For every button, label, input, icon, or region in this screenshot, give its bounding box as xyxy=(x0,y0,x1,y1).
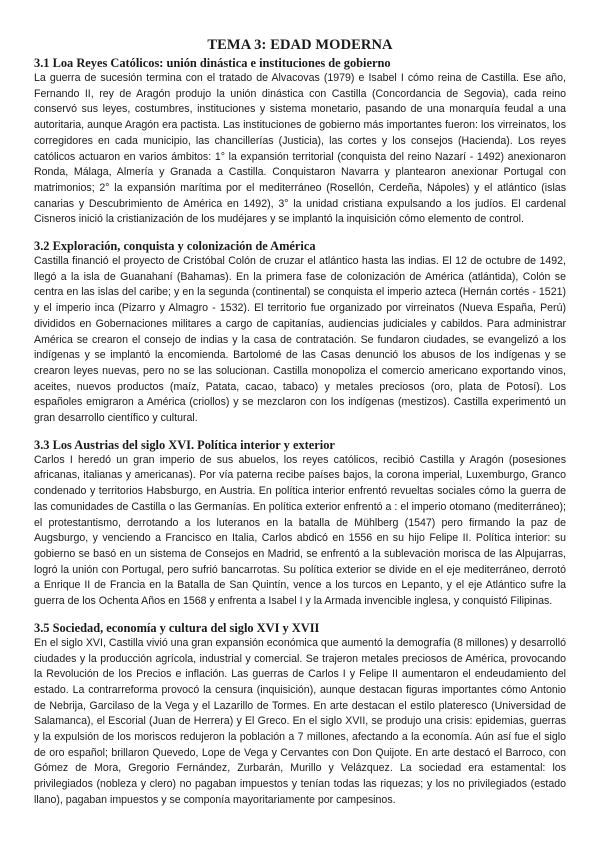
section-paragraph: La guerra de sucesión termina con el tratado de Alvacovas (1979) e Isabel I cómo reina de Castilla. Ese año, Fernando II, rey de Aragón produjo la unión dinástica con Castilla (Concordancia de Segovia), cada reino conservó sus leyes, costumbres, instituciones y sistema monetario, pasando de una monarquía feudal a una autoritaria, aunque Aragón era pactista. Las instituciones de gobierno más importantes fueron: los virreinatos, los corregidores en cada municipio, las chancillerías (Justicia), las cortes y los consejos (Hacienda). Los reyes católicos actuaron en varios ámbitos: 1° la expansión territorial (conquista del reino Nazarí - 1492) anexionaron Ronda, Málaga, Almería y Granada a Castilla. Conquistaron Navarra y plantearon anexionar Portugal con matrimonios; 2° la expansión marítima por el mediterráneo (Rosellón, Cerdeña, Nápoles) y el atlántico (islas canarias y Descubrimiento de América en 1492), 3° la unidad cristiana expulsando a los judíos. El cardenal Cisneros inició la cristianización de los mudéjares y se implantó la inquisición cómo elemento de control. xyxy=(34,72,566,226)
document-title: TEMA 3: EDAD MODERNA xyxy=(207,37,393,53)
section-paragraph: Castilla financió el proyecto de Cristóbal Colón de cruzar el atlántico hasta las indias. El 12 de octubre de 1492, llegó a la isla de Guanahaní (Bahamas). En la primera fase de colonización de América (atlántida), Colón se centra en las islas del caribe; y en la segunda (continental) se conquista el imperio azteca (Hernán cortés - 1521) y el imperio inca (Pizarro y Almagro - 1532). El territorio fue organizado por virreinatos (Nueva España, Perú) divididos en Gobernaciones militares a cargo de capitanías, audiencias judiciales y cabildos. Para administrar América se crearon el consejo de indias y la casa de contratación. Se fundaron ciudades, se evangelizó a los indígenas y se implantó la encomienda. Bartolomé de las Casas denunció los abusos de los indígenas y se crearon leyes nuevas, pero no se las solucionan. Castilla monopoliza el comercio americano exportando vinos, aceites, nuevos productos (maíz, Patata, cacao, tabaco) y metales preciosos (oro, plata de Potosí). Los españoles emigraron a América (criollos) y se mezclaron con los indígenas (mestizos). Castilla experimentó un gran desarrollo científico y cultural. xyxy=(34,255,566,425)
section-paragraph: Carlos I heredó un gran imperio de sus abuelos, los reyes católicos, recibió Castilla y Aragón (posesiones africanas, italianas y americanas). Por vía paterna recibe países bajos, la corona imperial, Luxemburgo, Granco condenado y territorios Habsburgo, en Austria. En política interior enfrentó revueltas sociales cómo la guerra de las comunidades de Castilla o las Germanías. En política exterior enfrentó a : el imperio otomano (mediterráneo); el protestantismo, derrotando a los luteranos en la batalla de Mühlberg (1547) pero firmando la paz de Augsburgo, y venciendo a Francisco en Italia, Carlos abdicó en 1556 en su hijo Felipe II. Política interior: su gobierno se basó en un sistema de Consejos en Madrid, se enfrentó a la sublevación morisca de las Alpujarras, logró la unión con Portugal, pero sufrió bancarrotas. Su política exterior se divide en el eje mediterráneo, derrotó a Enrique II de Francia en la Batalla de San Quintín, vence a los turcos en Lepanto, y el eje Atlántico sufre la guerra de los Ochenta Años en 1568 y enfrenta a Isabel I y la Armada invencible inglesa, y conquistó Filipinas. xyxy=(34,453,566,608)
section-heading: 3.3 Los Austrias del siglo XVI. Política interior y exterior xyxy=(34,437,335,452)
section-reyes-catolicos xyxy=(34,56,566,228)
section-paragraph: En el siglo XVI, Castilla vivió una gran expansión económica que aumentó la demografía (8 millones) y desarrolló ciudades y la producción agrícola, industrial y comercial. Se trajeron metales preciosos de América, provocando la Revolución de los Precios e inflación. Las guerras de Carlos I y Felipe II aumentaron el endeudamiento del estado. La contrarreforma provocó la censura (inquisición), aunque destacan figuras importantes cómo Antonio de Nebrija, Garcilaso de la Vega y el Lazarillo de Tormes. En arte destacan el estilo plateresco (Universidad de Salamanca), el Escorial (Juan de Herrera) y El Greco. En el siglo XVII, se produjo una crisis: epidemias, guerras y la expulsión de los moriscos redujeron la población a 7 millones, afectando a la economía. Aún así fue el siglo de oro español; brillaron Quevedo, Lope de Vega y Cervantes con Don Quijote. En arte destacó el Barroco, con Gómez de Mora, Gregorio Fernández, Zurbarán, Murillo y Velázquez. La sociedad era estamental: los privilegiados (nobleza y clero) no pagaban impuestos y tenían todas las riquezas; y los no privilegiados (estado llano), pagaban impuestos y se componía mayoritariamente por campesinos. xyxy=(34,636,566,806)
section-heading: 3.2 Exploración, conquista y colonización de América xyxy=(34,239,316,254)
section-sociedad xyxy=(34,621,566,809)
section-heading: 3.5 Sociedad, economía y cultura del siglo XVI y XVII xyxy=(34,620,320,635)
section-america xyxy=(34,239,566,427)
section-austrias xyxy=(34,438,566,610)
section-heading: 3.1 Loa Reyes Católicos: unión dinástica e instituciones de gobierno xyxy=(34,56,391,70)
